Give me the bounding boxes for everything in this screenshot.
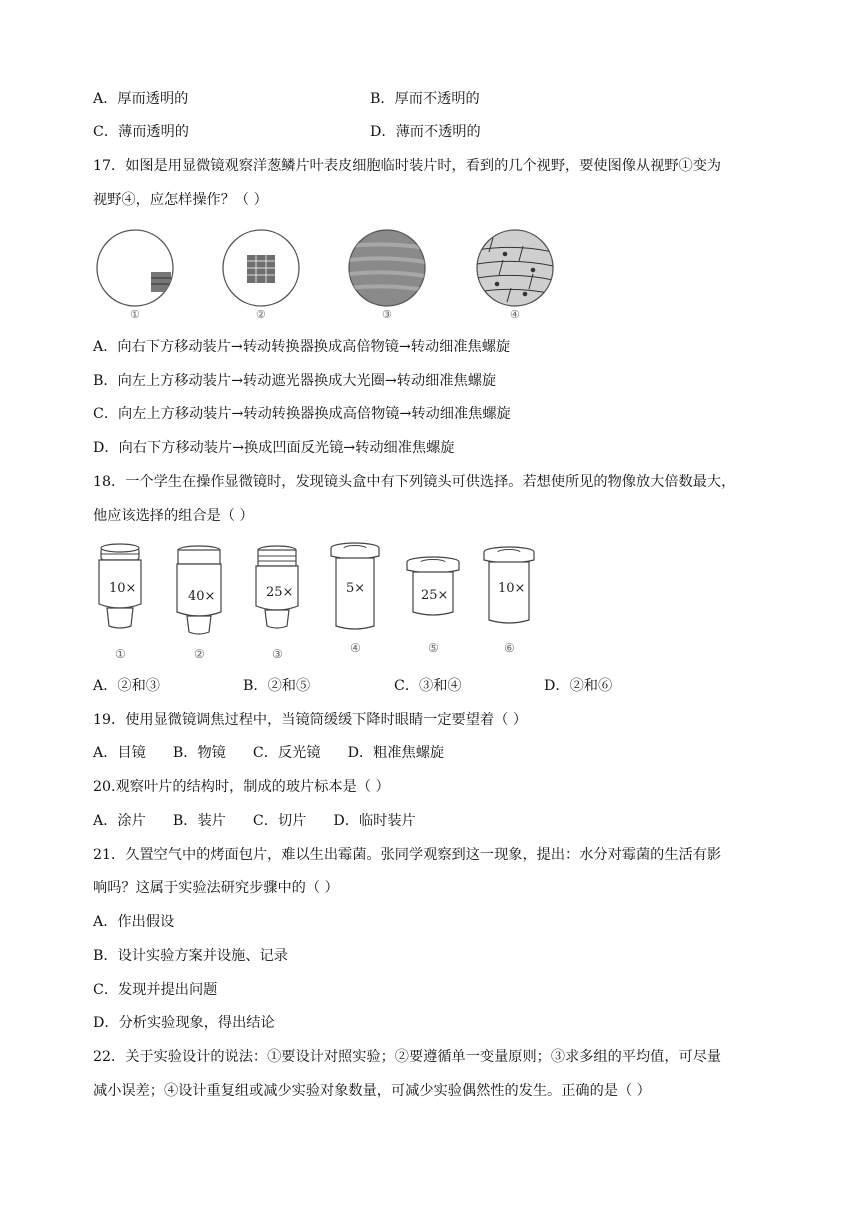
fig-label-2: ② [256,308,266,320]
q16-option-c: C．薄而透明的 [93,124,189,140]
lens-5-mark: 25× [421,588,449,603]
q21-option-d: D．分析实验现象，得出结论 [93,1015,275,1031]
fig-label-3: ③ [382,308,392,320]
lens-label-6: ⑥ [504,641,515,655]
lens-6-mark: 10× [498,581,526,596]
q18-option-c: C．③和④ [394,678,462,694]
q17-option-c: C．向左上方移动装片→转动转换器换成高倍物镜→转动细准焦螺旋 [93,406,511,422]
q21-stem-line2: 响吗？这属于实验法研究步骤中的（ ） [93,880,339,896]
field-of-view-3 [349,230,425,306]
lens-label-1: ① [115,647,126,661]
q21-option-b: B．设计实验方案并设施、记录 [93,948,288,964]
q22-stem-line2: 减小误差；④设计重复组或减少实验对象数量，可减少实验偶然性的发生。正确的是（ ） [93,1083,651,1099]
q17-field-of-view-figure [93,228,563,320]
lens-1-mark: 10× [109,581,137,596]
lens-5 [407,557,459,615]
q20-options: A．涂片 B．装片 C．切片 D．临时装片 [93,813,416,829]
lens-label-3: ③ [272,647,283,661]
fig-label-4: ④ [510,308,520,320]
q16-option-b: B．厚而不透明的 [370,91,480,107]
q21-option-a: A．作出假设 [93,914,175,930]
field-of-view-1 [97,230,173,306]
q17-option-a: A．向右下方移动装片→转动转换器换成高倍物镜→转动细准焦螺旋 [93,339,511,355]
q16-option-a: A．厚而透明的 [93,91,189,107]
q19-stem: 19．使用显微镜调焦过程中，当镜筒缓缓下降时眼睛一定要望着（ ） [93,712,528,728]
q21-option-c: C．发现并提出问题 [93,982,218,998]
lens-3-mark: 25× [266,585,294,600]
q20-stem: 20.观察叶片的结构时，制成的玻片标本是（ ） [93,779,390,795]
fig-label-1: ① [130,308,140,320]
q18-lens-figure [93,540,553,662]
q16-option-d: D．薄而不透明的 [370,124,481,140]
lens-4-mark: 5× [346,581,366,596]
q18-stem-line1: 18．一个学生在操作显微镜时，发现镜头盒中有下列镜头可供选择。若想使所见的物像放大倍数最大， [93,474,736,490]
q17-option-d: D．向右下方移动装片→换成凹面反光镜→转动细准焦螺旋 [93,440,455,456]
field-of-view-4 [477,230,553,306]
lens-2-mark: 40× [188,589,216,604]
lens-label-5: ⑤ [428,641,439,655]
field-of-view-2 [223,230,299,306]
q17-stem-line2: 视野④，应怎样操作？（ ） [93,192,268,208]
lens-label-2: ② [194,647,205,661]
q19-options: A．目镜 B．物镜 C．反光镜 D．粗准焦螺旋 [93,745,445,761]
q18-stem-line2: 他应该选择的组合是（ ） [93,508,254,524]
q17-option-b: B．向左上方移动装片→转动遮光器换成大光圈→转动细准焦螺旋 [93,373,497,389]
q18-option-a: A．②和③ [93,678,160,694]
q18-option-d: D．②和⑥ [544,678,613,694]
lens-label-4: ④ [350,641,361,655]
q21-stem-line1: 21．久置空气中的烤面包片，难以生出霉菌。张同学观察到这一现象，提出：水分对霉菌的生活有影 [93,847,722,863]
q22-stem-line1: 22．关于实验设计的说法：①要设计对照实验；②要遵循单一变量原则；③求多组的平均值，可尽量 [93,1049,722,1065]
q17-stem-line1: 17．如图是用显微镜观察洋葱鳞片叶表皮细胞临时装片时，看到的几个视野，要使图像从视野①变为 [93,158,722,174]
q18-option-b: B．②和⑤ [243,678,311,694]
